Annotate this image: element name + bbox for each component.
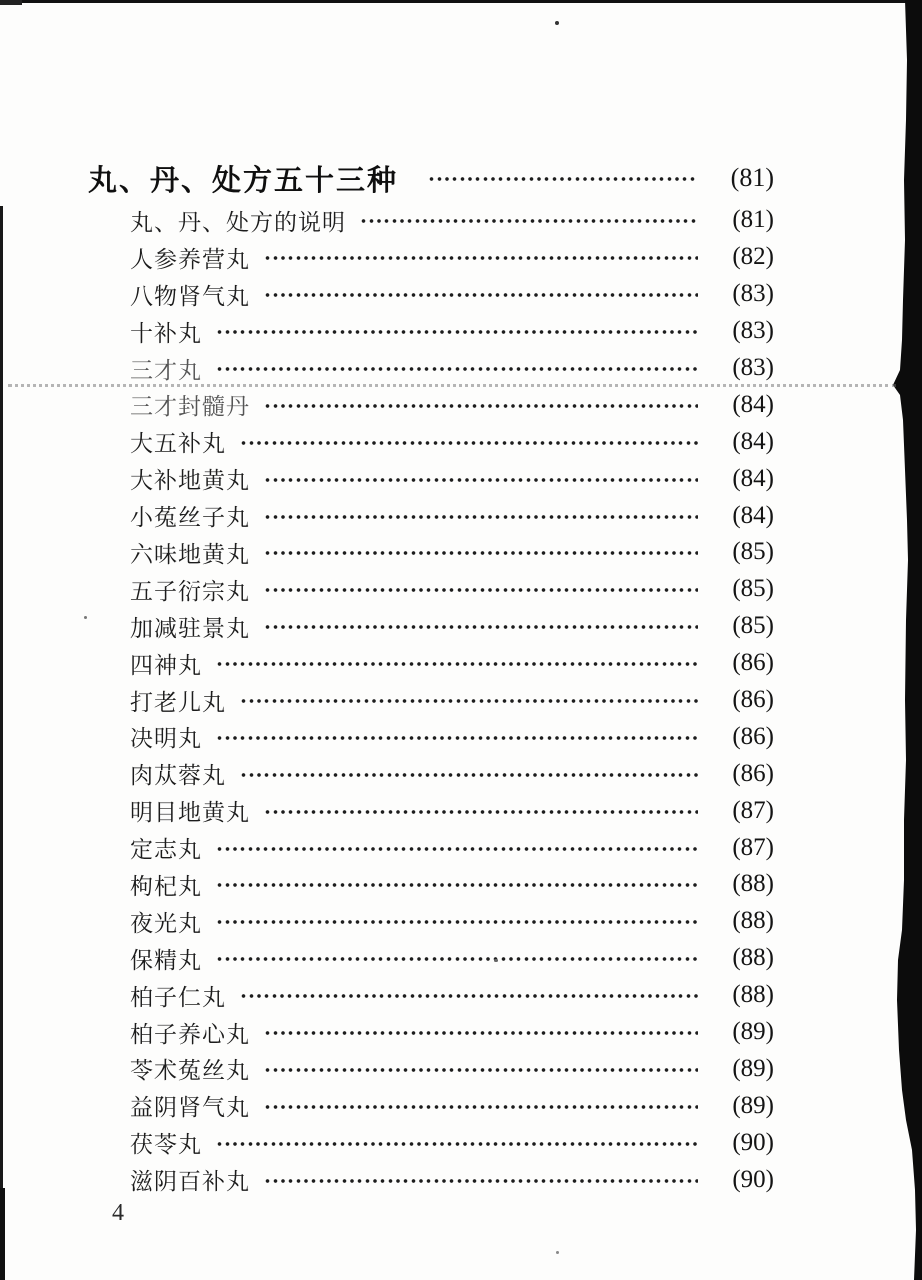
toc-entry-page-number: (86) [732, 686, 774, 714]
scan-speck [84, 616, 87, 619]
toc-entry [88, 313, 774, 350]
toc-entry-label: 夜光丸 [130, 910, 202, 936]
toc-entry-label: 决明丸 [130, 726, 202, 752]
toc-entry-label: 人参养营丸 [130, 246, 250, 272]
folio-page-number: 4 [112, 1200, 124, 1226]
dot-leader [426, 157, 698, 199]
toc-entry-list [88, 202, 774, 1198]
toc-entry-page-number: (84) [732, 464, 774, 492]
scan-speck [555, 21, 559, 25]
toc-entry-label: 打老儿丸 [130, 689, 226, 715]
toc-entry-label: 茯苓丸 [130, 1132, 202, 1158]
dot-leader [262, 1087, 698, 1124]
toc-entry-page-number: (84) [732, 501, 774, 529]
toc-entry-page-number: (86) [732, 649, 774, 677]
toc-entry-page-number: (83) [732, 317, 774, 345]
toc-entry-label: 加减驻景丸 [130, 615, 250, 641]
toc-entry-page-number: (83) [732, 280, 774, 308]
scan-artifact-streak [8, 384, 896, 387]
toc-entry-label: 八物肾气丸 [130, 283, 250, 309]
dot-leader [262, 460, 698, 497]
dot-leader [214, 940, 698, 977]
toc-entry-page-number: (84) [732, 390, 774, 418]
scan-top-left-mark [0, 0, 22, 5]
toc-entry-label: 三才丸 [130, 357, 202, 383]
dot-leader [214, 350, 698, 387]
dot-leader [262, 497, 698, 534]
toc-entry [88, 977, 774, 1014]
toc-entry-label: 苓术菟丝丸 [130, 1058, 250, 1084]
toc-entry-label: 十补丸 [130, 320, 202, 346]
dot-leader [214, 1124, 698, 1161]
toc-entry-page-number: (88) [732, 981, 774, 1009]
toc-entry-label: 柏子仁丸 [130, 984, 226, 1010]
toc-entry-page-number: (85) [732, 612, 774, 640]
toc-entry-label: 明目地黄丸 [130, 800, 250, 826]
toc-entry-page-number: (84) [732, 427, 774, 455]
dot-leader [262, 1161, 698, 1198]
scan-top-edge [0, 0, 922, 3]
toc-entry [88, 792, 774, 829]
toc-entry [88, 866, 774, 903]
dot-leader [262, 276, 698, 313]
toc-entry-label: 大补地黄丸 [130, 468, 250, 494]
toc-entry-page-number: (90) [732, 1165, 774, 1193]
dot-leader [358, 202, 698, 239]
scan-left-edge-line-bottom [0, 1188, 5, 1280]
toc-entry [88, 682, 774, 719]
scan-edge-shape [890, 0, 922, 1280]
scan-left-edge-line [0, 206, 3, 1280]
toc-section-title-row [88, 157, 774, 199]
toc-entry-page-number: (85) [732, 538, 774, 566]
toc-entry-label: 枸杞丸 [130, 873, 202, 899]
toc-entry [88, 571, 774, 608]
toc-entry-label: 大五补丸 [130, 431, 226, 457]
toc-entry-label: 肉苁蓉丸 [130, 763, 226, 789]
dot-leader [262, 608, 698, 645]
toc-entry-page-number: (87) [732, 833, 774, 861]
toc-entry-page-number: (86) [732, 759, 774, 787]
dot-leader [238, 682, 698, 719]
toc-entry [88, 497, 774, 534]
toc-entry-label: 小菟丝子丸 [130, 505, 250, 531]
toc-entry [88, 903, 774, 940]
toc-entry [88, 1050, 774, 1087]
dot-leader [262, 792, 698, 829]
toc-entry [88, 239, 774, 276]
toc-entry-page-number: (89) [732, 1018, 774, 1046]
dot-leader [262, 534, 698, 571]
toc-entry-label: 滋阴百补丸 [130, 1169, 250, 1195]
toc-entry [88, 608, 774, 645]
toc-entry-label: 柏子养心丸 [130, 1021, 250, 1047]
dot-leader [238, 977, 698, 1014]
toc-entry-page-number: (88) [732, 944, 774, 972]
toc-entry [88, 645, 774, 682]
toc-entry-label: 保精丸 [130, 947, 202, 973]
scan-right-edge-band [890, 0, 922, 1280]
dot-leader [238, 423, 698, 460]
toc-entry-label: 益阴肾气丸 [130, 1095, 250, 1121]
toc-entry [88, 940, 774, 977]
table-of-contents [88, 157, 774, 1198]
toc-entry-page-number: (88) [732, 870, 774, 898]
toc-entry-page-number: (81) [732, 206, 774, 234]
section-page-number: (81) [730, 163, 774, 192]
dot-leader [262, 1050, 698, 1087]
scan-speck [556, 1251, 559, 1254]
dot-leader [214, 829, 698, 866]
dot-leader [214, 645, 698, 682]
toc-entry-page-number: (83) [732, 354, 774, 381]
toc-entry [88, 202, 774, 239]
toc-entry [88, 460, 774, 497]
dot-leader [214, 903, 698, 940]
toc-entry [88, 1161, 774, 1198]
dot-leader [262, 239, 698, 276]
toc-entry [88, 534, 774, 571]
toc-entry [88, 350, 774, 387]
dot-leader [214, 718, 698, 755]
toc-entry [88, 423, 774, 460]
scan-speck [494, 959, 498, 962]
toc-entry-page-number: (89) [732, 1054, 774, 1082]
dot-leader [262, 386, 698, 423]
toc-entry [88, 829, 774, 866]
toc-entry-label: 四神丸 [130, 652, 202, 678]
dot-leader [262, 571, 698, 608]
dot-leader [214, 313, 698, 350]
toc-entry-label: 五子衍宗丸 [130, 578, 250, 604]
toc-entry-page-number: (88) [732, 907, 774, 935]
toc-entry-page-number: (89) [732, 1091, 774, 1119]
toc-entry-label: 丸、丹、处方的说明 [130, 209, 346, 235]
toc-entry [88, 755, 774, 792]
toc-entry-page-number: (86) [732, 722, 774, 750]
toc-entry-label: 定志丸 [130, 837, 202, 863]
toc-entry [88, 386, 774, 423]
toc-entry-page-number: (90) [732, 1128, 774, 1156]
toc-entry-page-number: (85) [732, 575, 774, 603]
toc-entry [88, 276, 774, 313]
dot-leader [262, 1014, 698, 1051]
toc-entry-page-number: (82) [732, 243, 774, 271]
section-title: 丸、丹、处方五十三种 [88, 164, 399, 197]
toc-entry [88, 718, 774, 755]
toc-entry-page-number: (87) [732, 796, 774, 824]
toc-entry [88, 1124, 774, 1161]
toc-entry-label: 六味地黄丸 [130, 541, 250, 567]
dot-leader [214, 866, 698, 903]
dot-leader [238, 755, 698, 792]
toc-entry [88, 1087, 774, 1124]
toc-entry [88, 1014, 774, 1051]
toc-entry-label: 三才封髓丹 [130, 394, 250, 420]
